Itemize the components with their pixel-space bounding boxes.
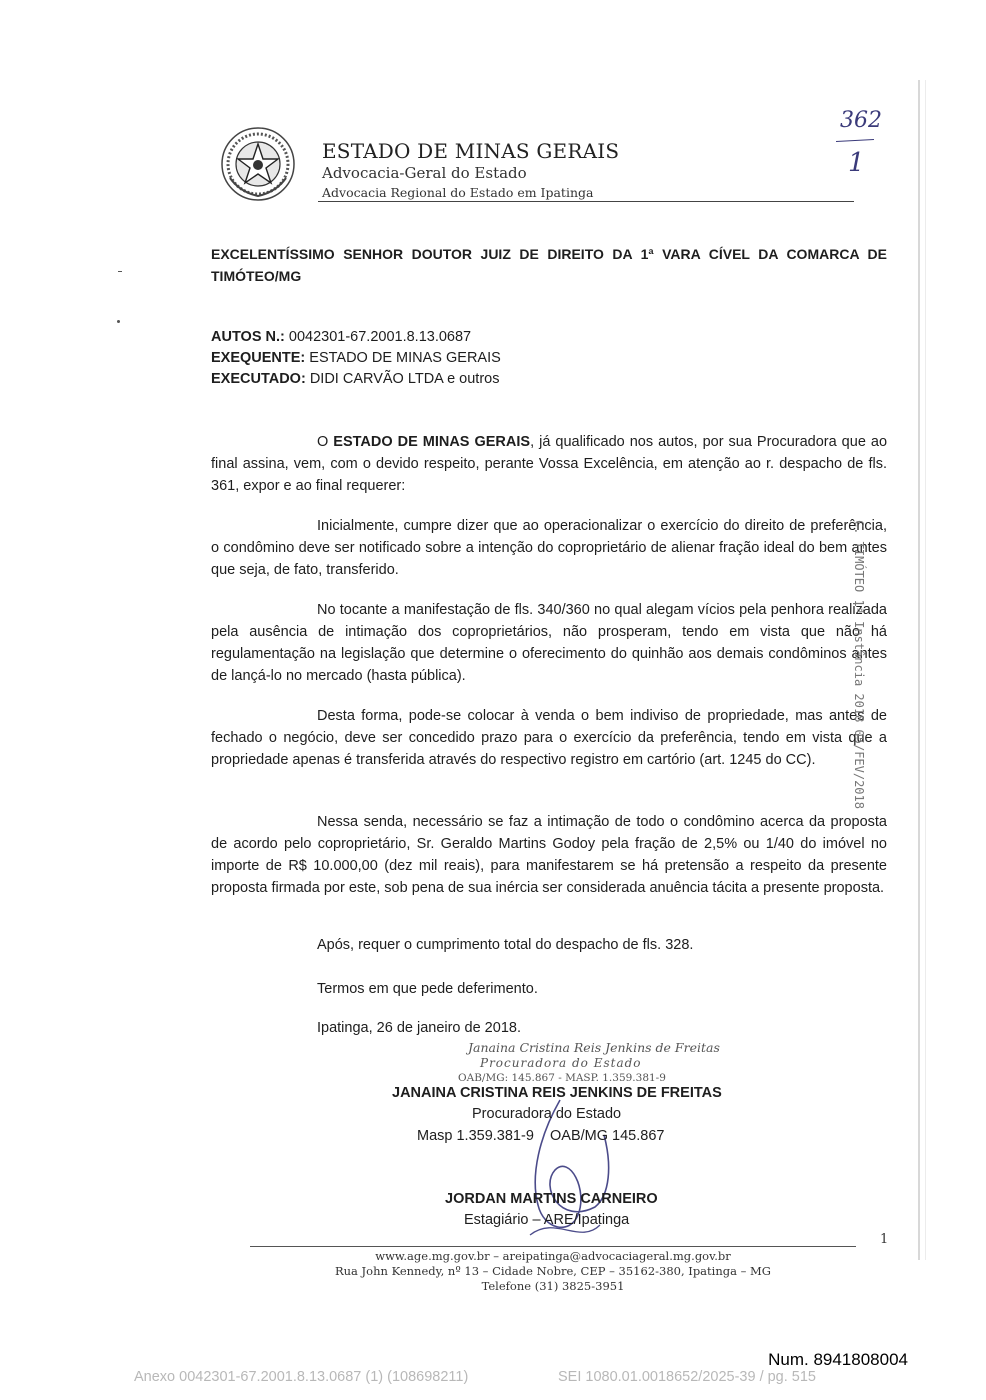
executado-label: EXECUTADO: — [211, 371, 306, 387]
header-office: Advocacia Regional do Estado em Ipatinga — [322, 185, 594, 200]
paragraph-3: Desta forma, pode-se colocar à venda o bem indiviso de propriedade, mas antes de fechado o negócio, deve ser concedido prazo para o exercício da preferência, tendo em vista que a propriedade apenas é transferida através do respectivo registro em cartório (art. 1245 do CC). — [211, 708, 887, 768]
handwritten-page-number: 362 — [840, 108, 882, 133]
scan-edge — [918, 80, 920, 1260]
handwritten-underline — [836, 139, 874, 142]
header-title: ESTADO DE MINAS GERAIS — [322, 139, 620, 163]
scan-edge-shadow — [925, 80, 926, 1260]
paragraph-1: Inicialmente, cumpre dizer que ao operacionalizar o exercício do direito de preferência, o condômino deve ser notificado sobre a intenção do coproprietário de alienar fração ideal do bem antes que seja, de fato, transferido. — [211, 518, 887, 578]
footer-web: www.age.mg.gov.br – areipatinga@advocaciageral.mg.gov.br — [375, 1249, 731, 1263]
case-number-label: AUTOS N.: — [211, 329, 285, 345]
intro-rest: , já qualificado nos autos, por sua Procuradora que ao final assina, vem, com o devido respeito, perante Vossa Excelência, em atenção ao r. despacho de fls. 361, expor e ao final requerer: — [211, 434, 888, 494]
coat-of-arms-seal — [220, 126, 296, 202]
paragraph-2: No tocante a manifestação de fls. 340/360 no qual alegam vícios pela penhora realizada pela ausência de intimação dos coproprietários, não prosperam, tendo em vista que não há regulamentação na legislação que determine o oferecimento do quinhão aos demais condôminos antes de lançá-lo no mercado (hasta pública). — [211, 602, 887, 684]
footer-page-number: 1 — [880, 1232, 889, 1247]
signatory-2-name: JORDAN MARTINS CARNEIRO — [445, 1191, 658, 1207]
exequente-label: EXEQUENTE: — [211, 350, 306, 366]
addressee: EXCELENTÍSSIMO SENHOR DOUTOR JUIZ DE DIREITO DA 1ª VARA CÍVEL DA COMARCA DE TIMÓTEO/MG — [211, 246, 887, 284]
exequente-value: ESTADO DE MINAS GERAIS — [305, 350, 501, 366]
closing-request: Após, requer o cumprimento total do despacho de fls. 328. — [317, 937, 694, 953]
footer-address: Rua John Kennedy, nº 13 – Cidade Nobre, CEP – 35162-380, Ipatinga – MG — [334, 1264, 771, 1278]
case-number-line — [211, 327, 501, 348]
signatory-1-name: JANAINA CRISTINA REIS JENKINS DE FREITAS — [392, 1085, 722, 1101]
signatory-2-role: Estagiário – ARE/Ipatinga — [464, 1212, 630, 1228]
intro-party: ESTADO DE MINAS GERAIS — [333, 434, 531, 450]
case-number-value: 0042301-67.2001.8.13.0687 — [284, 329, 472, 345]
executado-value: DIDI CARVÃO LTDA e outros — [305, 371, 500, 387]
stamp-ids: OAB/MG: 145.867 - MASP. 1.359.381-9 — [458, 1072, 666, 1084]
paragraph-4: Nessa senda, necessário se faz a intimação de todo o condômino acerca da proposta de acordo pelo coproprietário, Sr. Geraldo Martins Godoy pela fração de 2,5% ou 1/40 do imóvel no importe de R$ 10.000,00 (dez mil reais), para manifestarem se há pretensão a respeito da presente proposta firmada por este, sob pena de sua inércia ser considerada anuência tácita a presente proposta. — [211, 814, 887, 896]
stamp-role: Procuradora do Estado — [480, 1056, 642, 1070]
footer-phone: Telefone (31) 3825-3951 — [481, 1279, 625, 1293]
executado-line — [211, 369, 501, 390]
header-rule — [318, 201, 854, 202]
closing-deferment: Termos em que pede deferimento. — [317, 981, 538, 997]
case-info — [211, 327, 501, 390]
sei-reference: SEI 1080.01.0018652/2025-39 / pg. 515 — [558, 1369, 816, 1385]
footer-rule — [250, 1246, 856, 1247]
document-number: Num. 8941808004 — [768, 1350, 908, 1369]
signatory-1-role: Procuradora do Estado — [472, 1106, 622, 1122]
intro-prefix: O — [317, 434, 334, 450]
handwritten-mark: 1 — [848, 148, 865, 178]
stamp-name: Janaina Cristina Reis Jenkins de Freitas — [468, 1040, 720, 1055]
intro-paragraph — [211, 431, 887, 497]
signatory-1-ids: Masp 1.359.381-9 OAB/MG 145.867 — [417, 1128, 665, 1144]
annex-reference: Anexo 0042301-67.2001.8.13.0687 (1) (108698211) — [134, 1369, 469, 1385]
header-subtitle: Advocacia-Geral do Estado — [322, 164, 527, 182]
scan-speck — [117, 320, 120, 323]
exequente-line — [211, 348, 501, 369]
protocol-side-stamp: C. TIMÓTEO 1ª Instância 2018 05/FEV/2018 — [852, 520, 866, 809]
scan-speck — [118, 271, 122, 272]
closing-place-date: Ipatinga, 26 de janeiro de 2018. — [317, 1020, 521, 1036]
